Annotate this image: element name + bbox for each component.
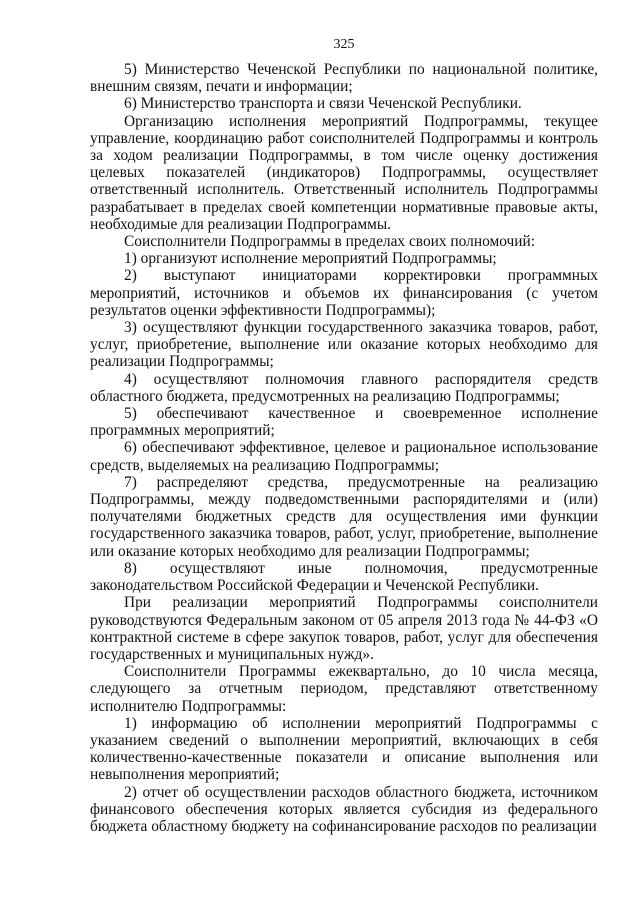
- paragraph: Соисполнители Подпрограммы в пределах своих полномочий:: [124, 233, 535, 251]
- paragraph: Организацию исполнения мероприятий Подпрограммы, текущее управление, координацию работ соисполнителей Подпрограммы и контроль за ходом реализации Подпрограммы, в том числе оценку достижения целевых показателей (индикаторов) Подпрограммы, осуществляет ответственный исполнитель. Ответственный исполнитель Подпрограммы разрабатывает в пределах своей компетенции нормативные правовые акты, необходимые для реализации Подпрограммы.: [90, 112, 598, 233]
- paragraph: 1) информацию об исполнении мероприятий Подпрограммы с указанием сведений о выполнении мероприятий, включающих в себя количественно-качественные показатели и описание выполнения или невыполнения мероприятий;: [90, 714, 598, 784]
- paragraph: 8) осуществляют иные полномочия, предусмотренные законодательством Российской Федерации и Чеченской Республики.: [90, 559, 598, 595]
- paragraph: При реализации мероприятий Подпрограммы соисполнители руководствуются Федеральным законом от 05 апреля 2013 года № 44-ФЗ «О контрактной системе в сфере закупок товаров, работ, услуг для обеспечения государственных и муниципальных нужд».: [90, 594, 598, 663]
- paragraph: 2) выступают инициаторами корректировки программных мероприятий, источников и объемов их финансирования (с учетом результатов оценки эффективности Подпрограммы);: [90, 267, 598, 319]
- paragraph: 7) распределяют средства, предусмотренные на реализацию Подпрограммы, между подведомственными распорядителями и (или) получателями бюджетных средств для осуществления ими функции государственного заказчика товаров, работ, услуг, приобретение, выполнение или оказание которых необходимо для реализации Подпрограммы;: [90, 473, 598, 560]
- paragraph: Соисполнители Программы ежеквартально, до 10 числа месяца, следующего за отчетным периодом, представляют ответственному исполнителю Подпрограммы:: [90, 663, 598, 715]
- paragraph: 5) обеспечивают качественное и своевременное исполнение программных мероприятий;: [90, 405, 598, 440]
- paragraph: 6) Министерство транспорта и связи Чеченской Республики.: [124, 95, 522, 113]
- paragraph: 4) осуществляют полномочия главного распорядителя средств областного бюджета, предусмотренных на реализацию Подпрограммы;: [90, 370, 598, 405]
- page-number: 325: [333, 37, 355, 52]
- paragraph: 3) осуществляют функции государственного заказчика товаров, работ, услуг, приобретение, выполнение или оказание которых необходимо для реализации Подпрограммы;: [90, 319, 598, 371]
- paragraph: 6) обеспечивают эффективное, целевое и рациональное использование средств, выделяемых на реализацию Подпрограммы;: [90, 439, 598, 474]
- paragraph: 5) Министерство Чеченской Республики по национальной политике, внешним связям, печати и информации;: [90, 61, 598, 96]
- paragraph: 2) отчет об осуществлении расходов областного бюджета, источником финансового обеспечения которых является субсидия из федерального бюджета областному бюджету на софинансирование расходов по реализации: [90, 783, 598, 835]
- document-page: [90, 0, 598, 835]
- paragraph: 1) организуют исполнение мероприятий Подпрограммы;: [124, 250, 497, 268]
